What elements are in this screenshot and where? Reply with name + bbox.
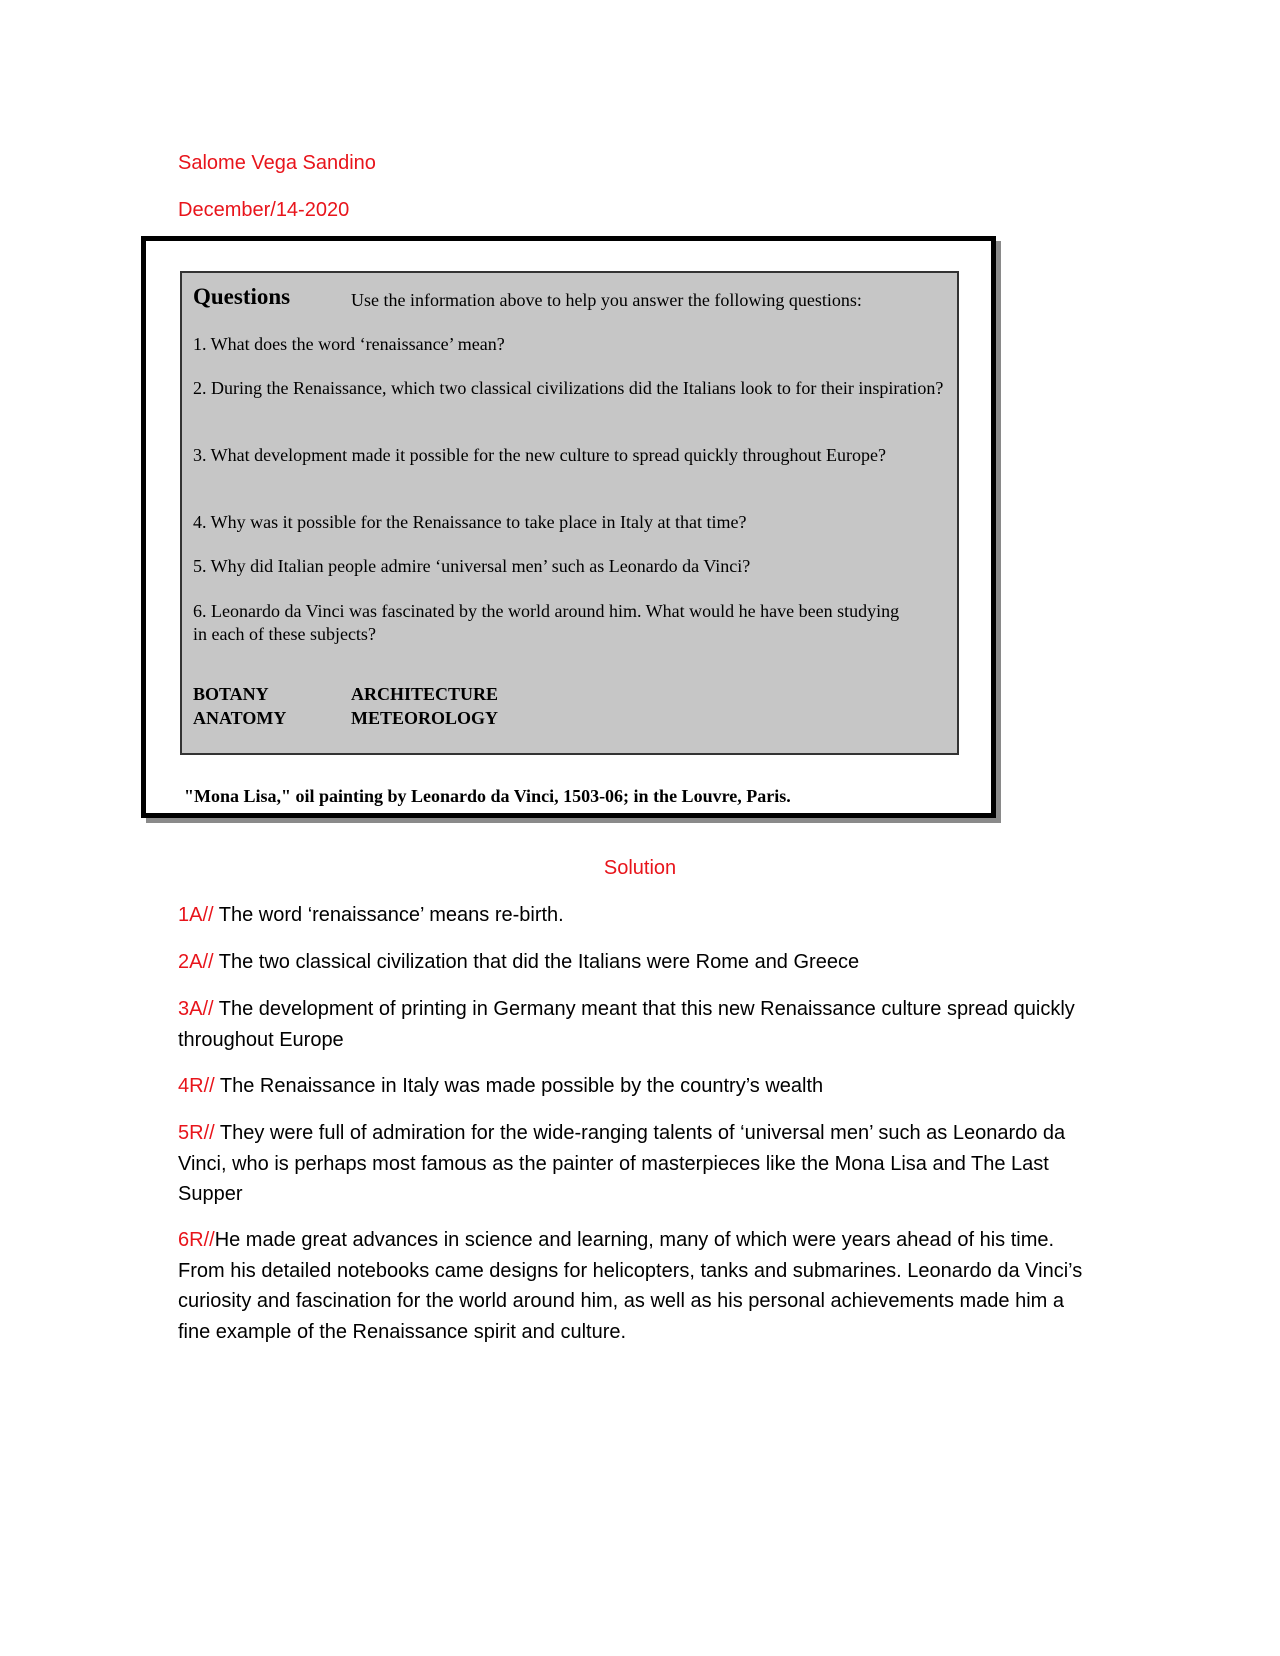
answer-text: The word ‘renaissance’ means re-birth. (213, 904, 564, 926)
solution-title: Solution (603, 857, 677, 879)
question-3: 3. What development made it possible for the new culture to spread quickly throughout Europe? (193, 445, 886, 465)
answer-label: 4R// (178, 1075, 215, 1097)
answer-label: 3A// (178, 998, 214, 1020)
answer-text: They were full of admiration for the wide-ranging talents of ‘universal men’ such as Leonardo da Vinci, who is perhaps most famous as the painter of masterpieces like the Mona Lisa and The Last Supper (178, 1122, 1066, 1205)
subject-architecture: ARCHITECTURE (351, 684, 499, 704)
worksheet-image (141, 236, 996, 818)
subject-anatomy: ANATOMY (193, 708, 287, 728)
answer-1 (178, 900, 1098, 931)
question-2: 2. During the Renaissance, which two classical civilizations did the Italians look to for their inspiration? (193, 378, 944, 398)
question-1: 1. What does the word ‘renaissance’ mean? (193, 334, 505, 354)
image-caption: "Mona Lisa," oil painting by Leonardo da Vinci, 1503-06; in the Louvre, Paris. (184, 786, 791, 806)
document-date: December/14-2020 (178, 199, 350, 221)
answer-label: 1A// (178, 904, 214, 926)
answer-2 (178, 947, 1098, 978)
answer-text: He made great advances in science and learning, many of which were years ahead of his time. From his detailed notebooks came designs for helicopters, tanks and submarines. Leonardo da Vinci’s curiosity and fascination for the world around him, as well as his personal achievements made him a fine example of the Renaissance spirit and culture. (178, 1229, 1083, 1343)
question-4: 4. Why was it possible for the Renaissance to take place in Italy at that time? (193, 512, 747, 532)
answer-text: The two classical civilization that did the Italians were Rome and Greece (213, 951, 860, 973)
subject-botany: BOTANY (193, 684, 269, 704)
subject-meteorology: METEOROLOGY (351, 708, 499, 728)
answer-label: 5R// (178, 1122, 215, 1144)
question-5: 5. Why did Italian people admire ‘universal men’ such as Leonardo da Vinci? (193, 556, 751, 576)
answer-4 (178, 1071, 1098, 1102)
answer-text: The Renaissance in Italy was made possible by the country’s wealth (214, 1075, 824, 1097)
questions-box (180, 271, 959, 755)
answer-text: The development of printing in Germany meant that this new Renaissance culture spread quickly throughout Europe (178, 998, 1075, 1051)
answer-5 (178, 1118, 1098, 1210)
answer-3 (178, 994, 1098, 1055)
answer-label: 6R// (178, 1229, 215, 1251)
question-6: 6. Leonardo da Vinci was fascinated by the world around him. What would he have been studying in each of these subjects? (193, 601, 900, 644)
answer-label: 2A// (178, 951, 214, 973)
questions-heading: Questions (193, 284, 291, 309)
author-name: Salome Vega Sandino (178, 152, 376, 174)
answer-6 (178, 1225, 1098, 1347)
questions-instruction: Use the information above to help you answer the following questions: (351, 290, 862, 310)
